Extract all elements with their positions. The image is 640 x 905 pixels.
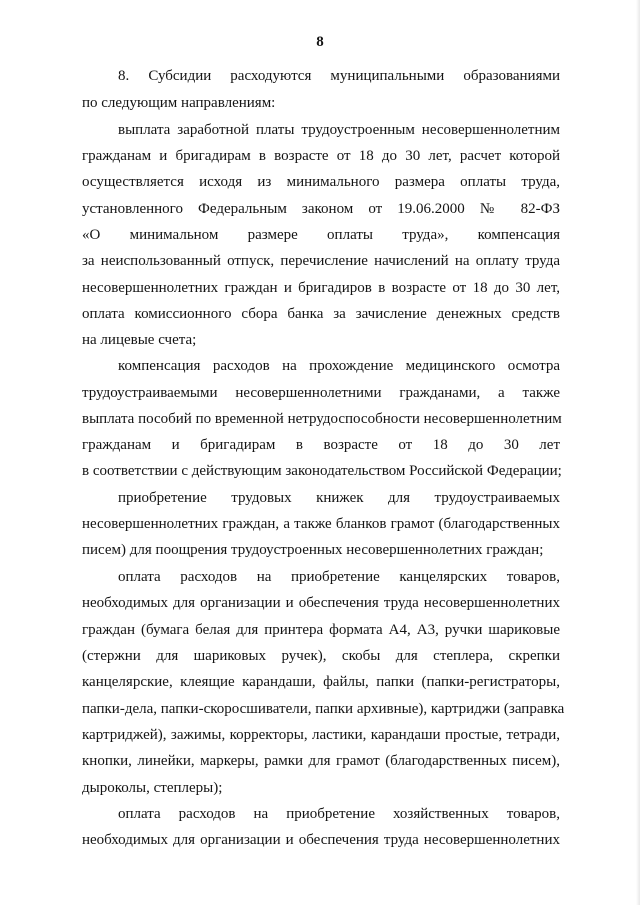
text-line: гражданам и бригадирам в возрасте от 18 до 30 лет [82,437,560,453]
text-line: кнопки, линейки, маркеры, рамки для грамот (благодарственных писем), [82,753,560,769]
text-line: компенсация расходов на прохождение медицинского осмотра [118,358,560,374]
text-line: на лицевые счета; [82,332,197,348]
page-number: 8 [316,34,324,50]
text-line: папки-дела, папки-скоросшиватели, папки архивные), картриджи (заправка [82,701,565,717]
text-line: необходимых для организации и обеспечения труда несовершеннолетних [82,595,560,611]
text-line: «О минимальном размере оплаты труда», компенсация [82,227,560,243]
text-line: несовершеннолетних граждан, а также бланков грамот (благодарственных [82,516,560,532]
text-line: оплата комиссионного сбора банка за зачисление денежных средств [82,306,560,322]
text-line: установленного Федеральным законом от 19.06.2000 № 82-ФЗ [82,201,560,217]
text-line: картриджей), зажимы, корректоры, ластики, карандаши простые, тетради, [82,727,560,743]
text-line: выплата пособий по временной нетрудоспособности несовершеннолетним [82,411,562,427]
text-line: писем) для поощрения трудоустроенных несовершеннолетних граждан; [82,542,544,558]
text-line: оплата расходов на приобретение канцелярских товаров, [118,569,560,585]
text-line: трудоустраиваемыми несовершеннолетними гражданами, а также [82,385,560,401]
text-line: за неиспользованный отпуск, перечисление начислений на оплату труда [82,253,560,269]
text-line: необходимых для организации и обеспечения труда несовершеннолетних [82,832,560,848]
text-line: 8. Субсидии расходуются муниципальными образованиями [118,68,560,84]
text-line: несовершеннолетних граждан и бригадиров в возрасте от 18 до 30 лет, [82,280,560,296]
text-line: приобретение трудовых книжек для трудоустраиваемых [118,490,560,506]
text-line: канцелярские, клеящие карандаши, файлы, папки (папки-регистраторы, [82,674,560,690]
text-line: осуществляется исходя из минимального размера оплаты труда, [82,174,560,190]
text-line: оплата расходов на приобретение хозяйственных товаров, [118,806,560,822]
text-line: граждан (бумага белая для принтера формата А4, А3, ручки шариковые [82,622,560,638]
text-line: (стержни для шариковых ручек), скобы для степлера, скрепки [82,648,560,664]
text-line: выплата заработной платы трудоустроенным несовершеннолетним [118,122,560,138]
scan-edge-shadow [636,0,640,905]
text-line: по следующим направлениям: [82,95,276,111]
text-line: гражданам и бригадирам в возрасте от 18 до 30 лет, расчет которой [82,148,560,164]
text-line: в соответствии с действующим законодательством Российской Федерации; [82,463,562,479]
text-line: дыроколы, степлеры); [82,780,223,796]
